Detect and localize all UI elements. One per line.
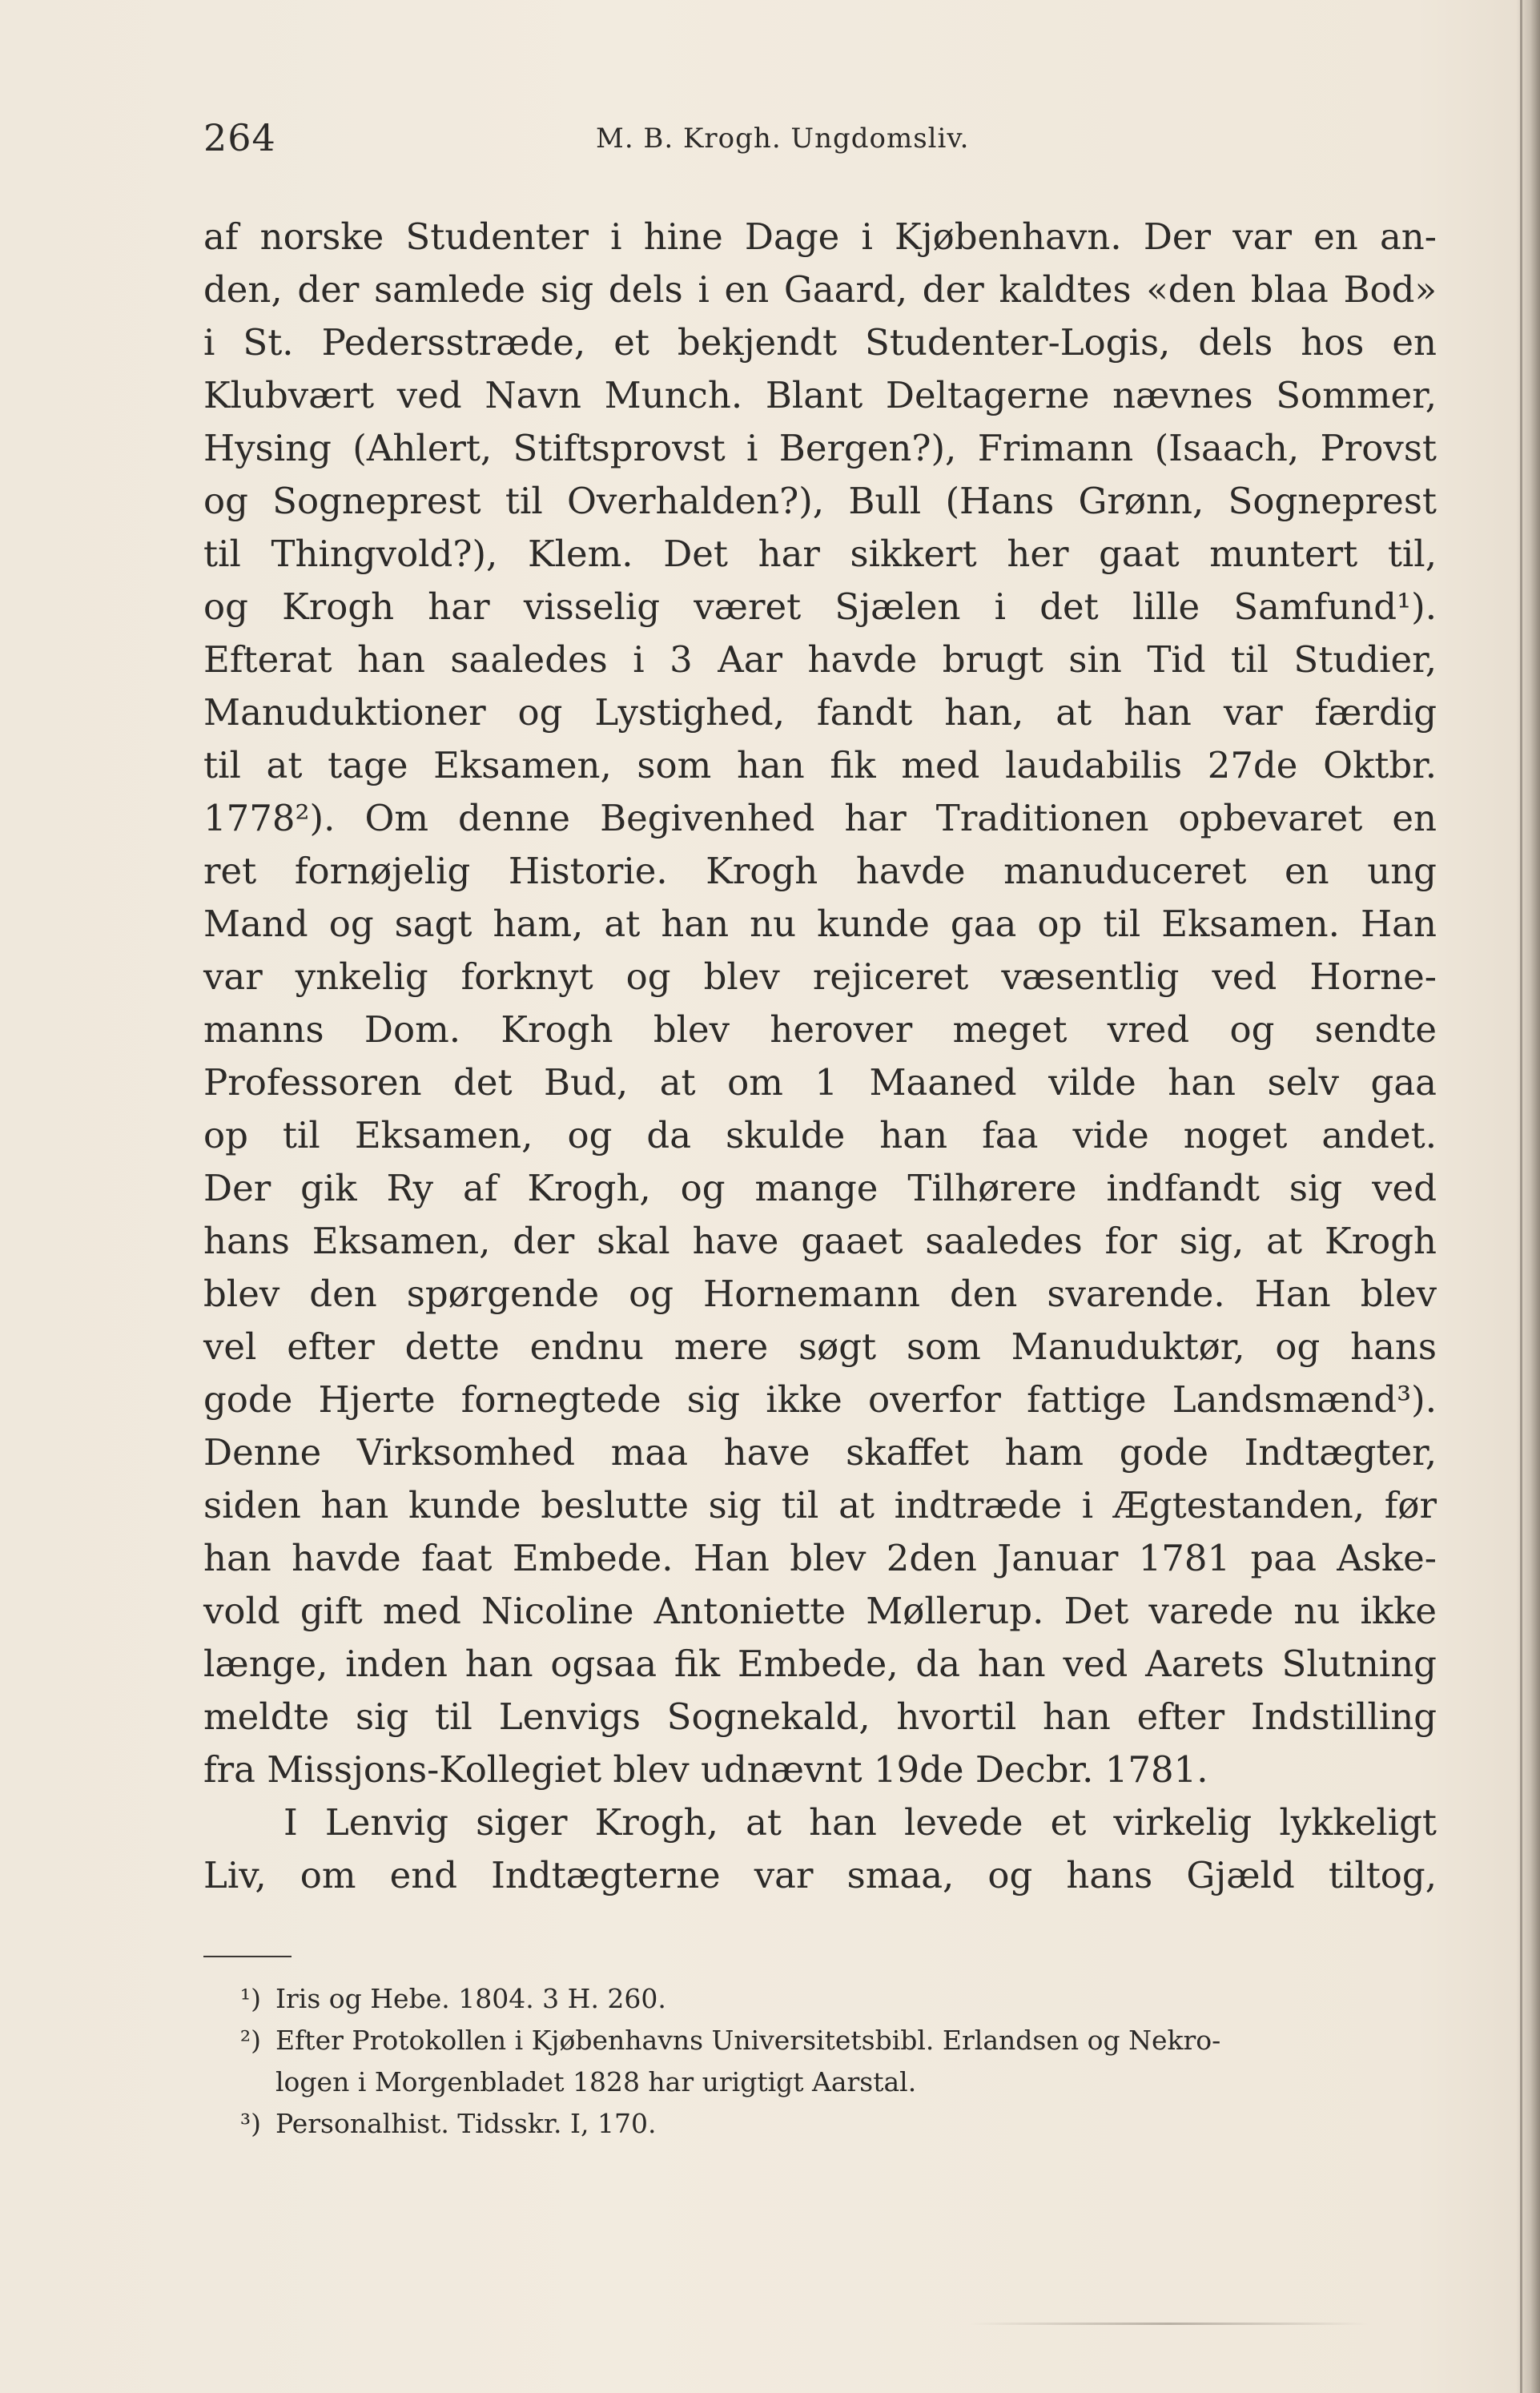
text-line: Manuduktioner og Lystighed, fandt han, at han var færdig (203, 691, 1437, 734)
text-line: Mand og sagt ham, at han nu kunde gaa op til Eksamen. Han (203, 903, 1437, 945)
text-line: siden han kunde beslutte sig til at indtræde i Ægtestanden, før (203, 1484, 1437, 1526)
footnote-text: Iris og Hebe. 1804. 3 H. 260. (275, 1983, 666, 2014)
footnote-2-continued (203, 2061, 1437, 2103)
body-text (203, 211, 1437, 1902)
text-line: vold gift med Nicoline Antoniette Møllerup. Det varede nu ikke (203, 1590, 1437, 1632)
text-line: ret fornøjelig Historie. Krogh havde manuduceret en ung (203, 850, 1437, 892)
footnote-rule (203, 1956, 292, 1957)
text-line: til at tage Eksamen, som han fik med laudabilis 27de Oktbr. (203, 744, 1437, 786)
text-line: manns Dom. Krogh blev herover meget vred og sendte (203, 1008, 1437, 1051)
text-line: I Lenvig siger Krogh, at han levede et virkelig lykkeligt (283, 1801, 1437, 1844)
page-smudge (969, 2323, 1369, 2325)
text-line: og Krogh har visselig været Sjælen i det lille Samfund¹). (203, 585, 1437, 628)
footnote-1 (203, 1978, 1437, 2020)
text-line: den, der samlede sig dels i en Gaard, der kaldtes «den blaa Bod» (203, 268, 1437, 311)
footnote-marker: ³) (239, 2108, 261, 2139)
text-line: Professoren det Bud, at om 1 Maaned vilde han selv gaa (203, 1061, 1437, 1104)
footnote-marker: ²) (239, 2025, 261, 2056)
text-line: var ynkelig forknyt og blev rejiceret væsentlig ved Horne- (203, 955, 1437, 998)
text-line: af norske Studenter i hine Dage i Kjøbenhavn. Der var en an- (203, 215, 1437, 258)
footnote-text: Efter Protokollen i Kjøbenhavns Universitetsbibl. Erlandsen og Nekro- (275, 2025, 1221, 2056)
page-header (203, 116, 1437, 164)
text-line: gode Hjerte fornegtede sig ikke overfor fattige Landsmænd³). (203, 1378, 1437, 1421)
text-line: Klubvært ved Navn Munch. Blant Deltagerne nævnes Sommer, (203, 374, 1437, 416)
text-line: hans Eksamen, der skal have gaaet saaledes for sig, at Krogh (203, 1220, 1437, 1262)
footnote-2 (203, 2020, 1437, 2061)
running-head: M. B. Krogh. Ungdomsliv. (596, 123, 970, 155)
footnote-marker: ¹) (239, 1983, 261, 2014)
page-edge-line (1520, 0, 1522, 2393)
footnotes (203, 1978, 1437, 2145)
page-number: 264 (203, 116, 276, 159)
text-line: til Thingvold?), Klem. Det har sikkert her gaat muntert til, (203, 533, 1437, 575)
text-line: han havde faat Embede. Han blev 2den Januar 1781 paa Aske- (203, 1537, 1437, 1579)
footnote-text: logen i Morgenbladet 1828 har urigtigt Aarstal. (275, 2066, 917, 2097)
text-line: op til Eksamen, og da skulde han faa vide noget andet. (203, 1114, 1437, 1156)
text-line: Efterat han saaledes i 3 Aar havde brugt sin Tid til Studier, (203, 638, 1437, 681)
text-line: længe, inden han ogsaa fik Embede, da han ved Aarets Slutning (203, 1643, 1437, 1685)
text-line: vel efter dette endnu mere søgt som Manuduktør, og hans (203, 1325, 1437, 1368)
text-line: 1778²). Om denne Begivenhed har Traditionen opbevaret en (203, 797, 1437, 839)
text-line: fra Missjons-Kollegiet blev udnævnt 19de Decbr. 1781. (203, 1748, 1208, 1791)
footnote-text: Personalhist. Tidsskr. I, 170. (275, 2108, 657, 2139)
footnote-3 (203, 2103, 1437, 2145)
text-line: Der gik Ry af Krogh, og mange Tilhørere indfandt sig ved (203, 1167, 1437, 1209)
text-line: og Sogneprest til Overhalden?), Bull (Hans Grønn, Sogneprest (203, 480, 1437, 522)
text-line: Denne Virksomhed maa have skaffet ham gode Indtægter, (203, 1431, 1437, 1474)
text-line: i St. Pedersstræde, et bekjendt Studenter-Logis, dels hos en (203, 321, 1437, 364)
text-line: Hysing (Ahlert, Stiftsprovst i Bergen?), Frimann (Isaach, Provst (203, 427, 1437, 469)
text-line: Liv, om end Indtægterne var smaa, og hans Gjæld tiltog, (203, 1854, 1437, 1896)
text-line: blev den spørgende og Hornemann den svarende. Han blev (203, 1273, 1437, 1315)
text-line: meldte sig til Lenvigs Sognekald, hvortil han efter Indstilling (203, 1695, 1437, 1738)
